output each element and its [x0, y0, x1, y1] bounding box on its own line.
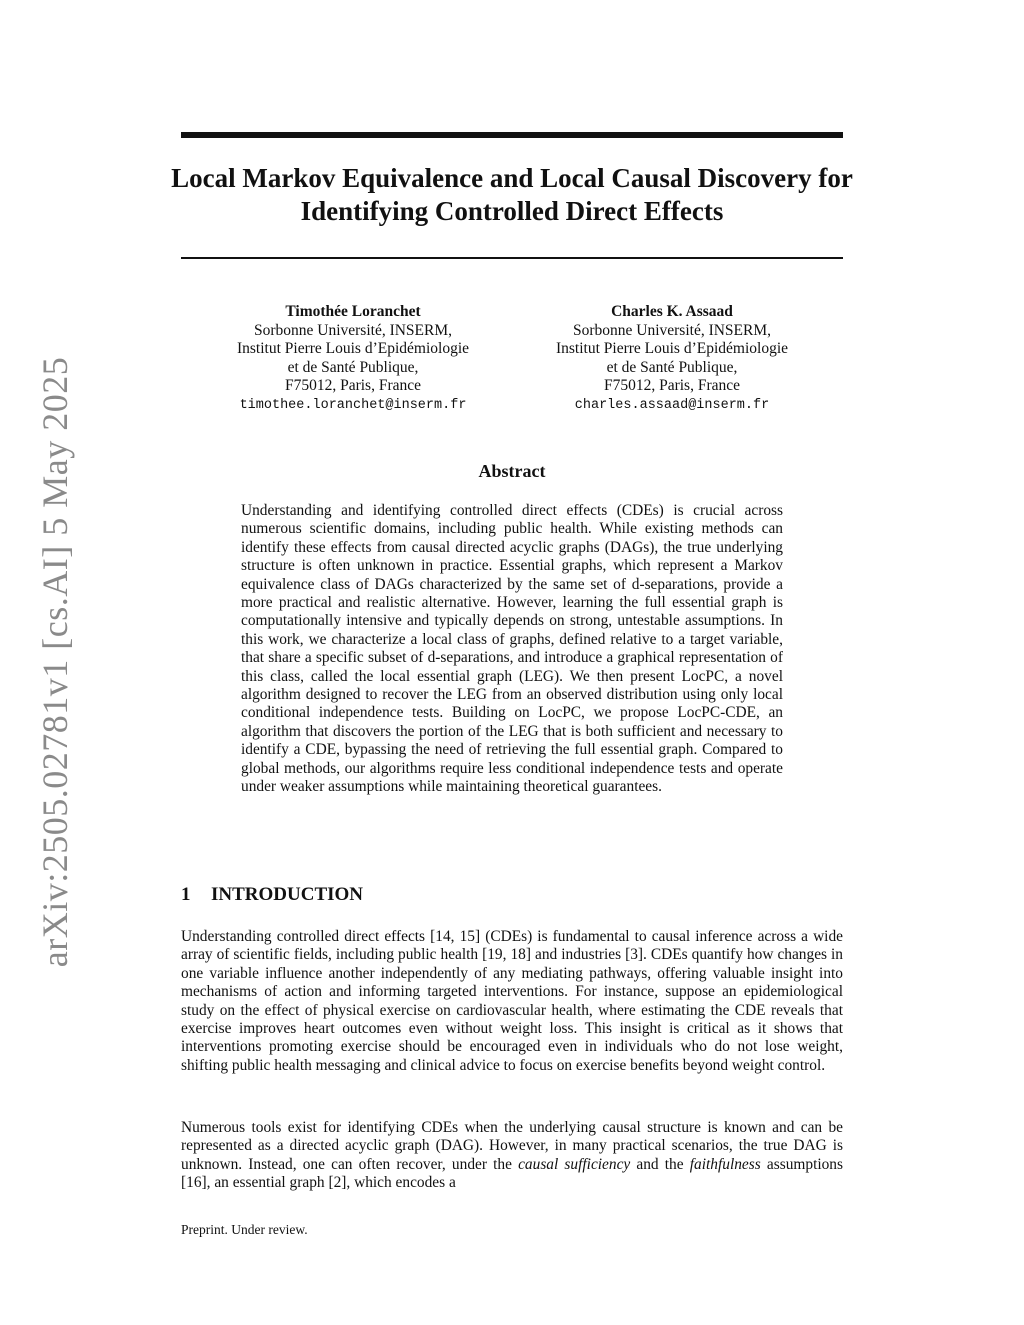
intro-paragraph-2 — [181, 1119, 843, 1193]
author-affiliation: Institut Pierre Louis d’Epidémiologie — [236, 340, 470, 357]
emphasis-term: faithfulness — [689, 1155, 761, 1173]
intro-paragraph-1: Understanding controlled direct effects [14, 15] (CDEs) is fundamental to causal inference across a wide array of scientific fields, including public health [19, 18] and industries [3]. CDEs quantify how changes in one variable influence another independently of any mediating pathways, offering valuable insight into mechanisms of action and informing targeted interventions. For instance, suppose an epidemiological study on the effect of physical exercise on cardiovascular health, where estimating the CDE reveals that exercise improves heart outcomes even without weight loss. This insight is critical as it shows that interventions promoting exercise should be encouraged even in individuals who do not lose weight, shifting public health messaging and clinical advice to focus on exercise benefits beyond weight control. — [181, 928, 843, 1074]
author-affiliation: et de Santé Publique, — [287, 358, 419, 376]
author-email: charles.assaad@inserm.fr — [574, 397, 770, 413]
paper-title: Local Markov Equivalence and Local Causal Discovery for Identifying Controlled Direct Effects — [171, 163, 853, 226]
title-top-rule — [181, 132, 843, 138]
title-bottom-rule — [181, 257, 843, 259]
author-email: timothee.loranchet@inserm.fr — [239, 397, 467, 413]
section-number: 1 — [181, 884, 191, 905]
section-title: INTRODUCTION — [211, 884, 364, 905]
preprint-footer: Preprint. Under review. — [181, 1222, 308, 1237]
abstract-heading: Abstract — [478, 461, 546, 481]
author-block-2 — [502, 303, 842, 415]
emphasis-term: causal sufficiency — [518, 1155, 631, 1173]
author-affiliation: F75012, Paris, France — [284, 377, 422, 394]
abstract-text: Understanding and identifying controlled direct effects (CDEs) is crucial across numerous scientific domains, including public health. While existing methods can identify these effects from causal directed acyclic graphs (DAGs), the true underlying structure is often unknown in practice. Essential graphs, which represent a Markov equivalence class of DAGs characterized by the same set of d-separations, provide a more practical and realistic alternative. However, learning the full essential graph is computationally intensive and typically depends on strong, untestable assumptions. In this work, we characterize a local class of graphs, defined relative to a target variable, that share a specific subset of d-separations, and introduce a graphical representation of this class, called the local essential graph (LEG). We then present LocPC, a novel algorithm designed to recover the LEG from an observed distribution using only local conditional independence tests. Building on LocPC, we propose LocPC-CDE, an algorithm that discovers the portion of the LEG that is both sufficient and necessary to identify a CDE, bypassing the need of retrieving the full essential graph. Compared to global methods, our algorithms require less conditional independence tests and operate under weaker assumptions while maintaining theoretical guarantees. — [241, 502, 783, 796]
author-affiliation: F75012, Paris, France — [603, 377, 741, 394]
author-affiliation: Sorbonne Université, INSERM, — [253, 321, 453, 339]
section-heading-introduction — [181, 884, 363, 906]
paragraph-text: Numerous tools exist for identifying CDEs when the underlying causal structure is known and can be represented as a directed acyclic graph (DAG). However, in many practical scenarios, the true DAG is unknown. Instead, one can often recover, under the — [181, 1119, 843, 1173]
author-affiliation: Sorbonne Université, INSERM, — [572, 321, 772, 339]
paragraph-text: and the — [630, 1155, 690, 1173]
author-name: Charles K. Assaad — [611, 303, 733, 320]
author-block-1 — [183, 303, 523, 415]
author-affiliation: Institut Pierre Louis d’Epidémiologie — [555, 340, 789, 357]
author-name: Timothée Loranchet — [285, 303, 421, 320]
paragraph-text: assumptions [16], an essential graph [2], which encodes a — [181, 1155, 843, 1192]
arxiv-identifier-stamp: arXiv:2505.02781v1 [cs.AI] 5 May 2025 — [35, 356, 75, 968]
author-affiliation: et de Santé Publique, — [606, 358, 738, 376]
